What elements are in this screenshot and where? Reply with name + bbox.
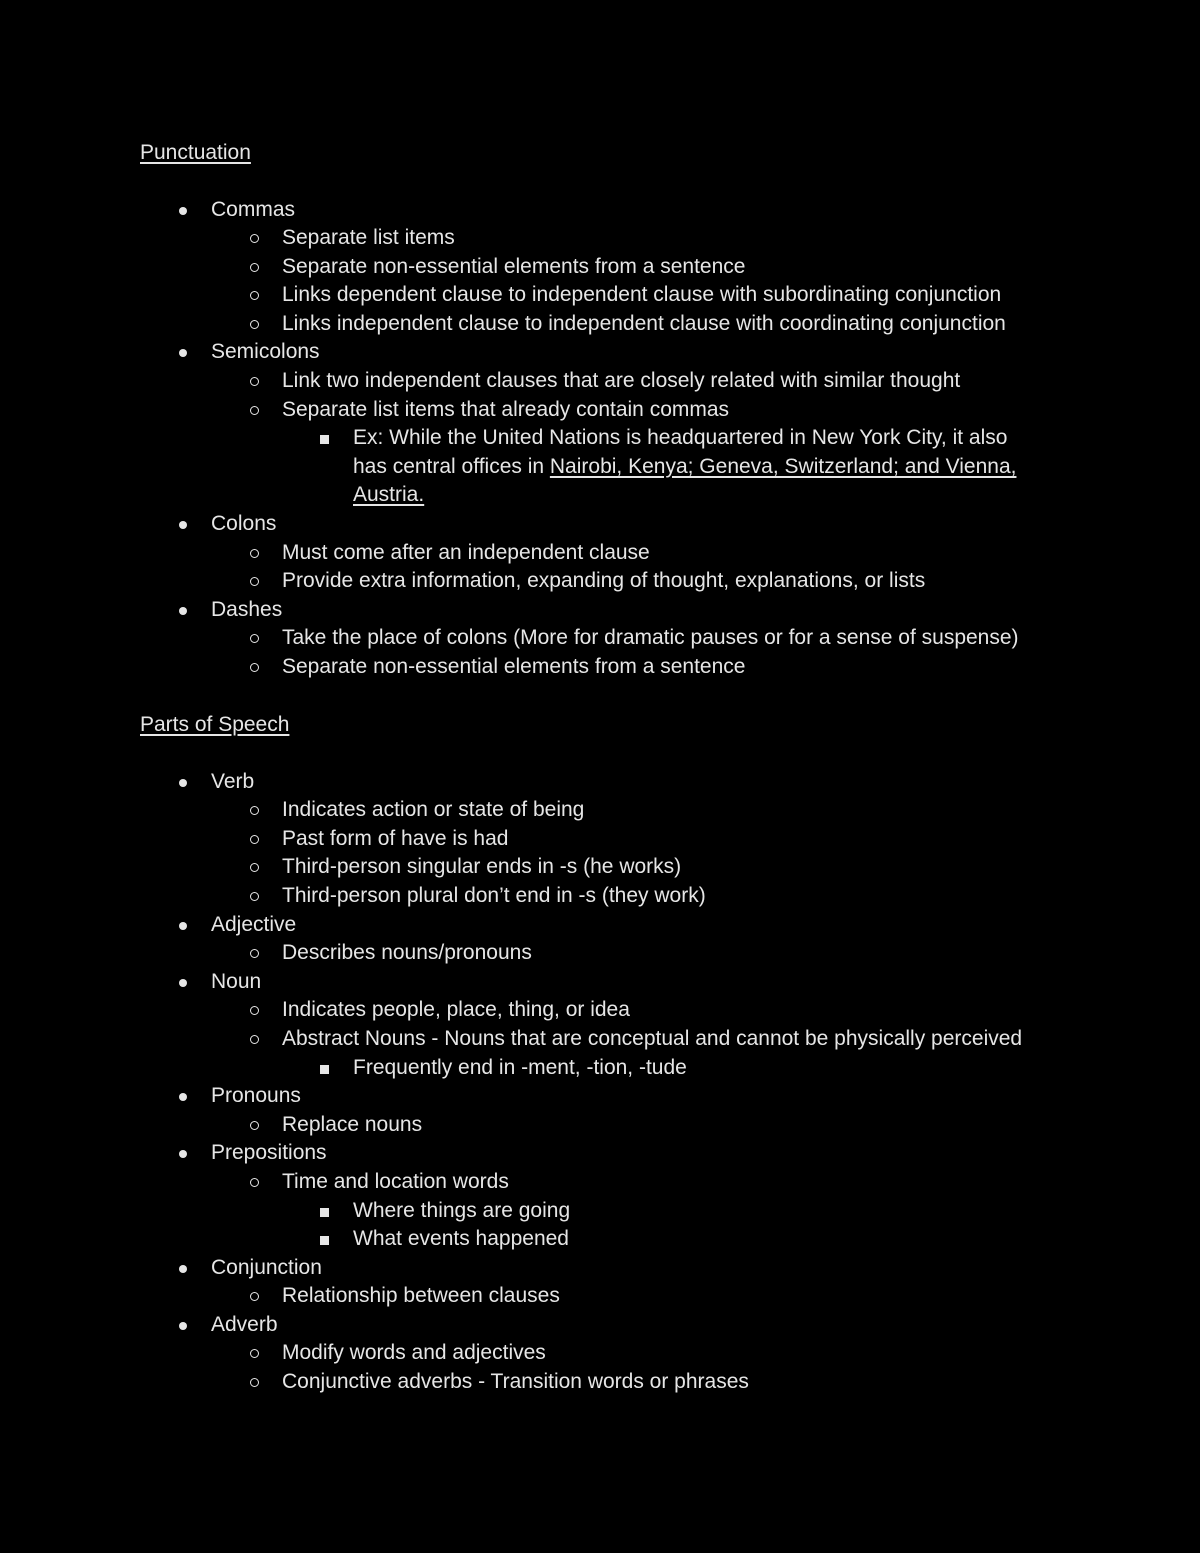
list-item-label: Noun <box>211 969 262 993</box>
parts-of-speech-list <box>140 768 1060 1397</box>
list-item: Frequently end in -ment, -tion, -tude <box>282 1054 1060 1083</box>
list-item: Take the place of colons (More for dramatic pauses or for a sense of suspense) <box>211 624 1060 653</box>
square-bullet-icon <box>320 1236 329 1245</box>
bullet-icon <box>179 1093 187 1101</box>
list-item-label: Conjunction <box>211 1255 322 1279</box>
hollow-bullet-icon <box>250 863 259 872</box>
list-item-semicolons <box>140 338 1060 510</box>
document <box>140 138 1060 1397</box>
list-item: What events happened <box>282 1225 1060 1254</box>
hollow-bullet-icon <box>250 1178 259 1187</box>
hollow-bullet-icon <box>250 1006 259 1015</box>
list-item: Indicates action or state of being <box>211 796 1060 825</box>
punctuation-heading: Punctuation <box>140 141 251 164</box>
hollow-bullet-icon <box>250 377 259 386</box>
list-item-label: Semicolons <box>211 340 320 364</box>
square-bullet-icon <box>320 1065 329 1074</box>
hollow-bullet-icon <box>250 663 259 672</box>
list-item: Describes nouns/pronouns <box>211 939 1060 968</box>
example-text: Ex: While the United Nations is headquartered in New York City, it also has central offices in <box>353 426 1008 478</box>
list-item: Past form of have is had <box>211 825 1060 854</box>
bullet-icon <box>179 779 187 787</box>
hollow-bullet-icon <box>250 320 259 329</box>
list-item-colons <box>140 510 1060 596</box>
list-item-noun <box>140 968 1060 1082</box>
list-item-label: Prepositions <box>211 1141 327 1165</box>
hollow-bullet-icon <box>250 1035 259 1044</box>
list-item-pronouns <box>140 1082 1060 1139</box>
list-item-dashes <box>140 596 1060 682</box>
hollow-bullet-icon <box>250 549 259 558</box>
bullet-icon <box>179 1150 187 1158</box>
bullet-icon <box>179 1265 187 1273</box>
list-item-label: Verb <box>211 769 255 793</box>
list-item-label: Adjective <box>211 912 297 936</box>
list-item: Links independent clause to independent clause with coordinating conjunction <box>211 310 1060 339</box>
hollow-bullet-icon <box>250 406 259 415</box>
list-item-label: Adverb <box>211 1312 278 1336</box>
list-item: Link two independent clauses that are closely related with similar thought <box>211 367 1060 396</box>
bullet-icon <box>179 979 187 987</box>
hollow-bullet-icon <box>250 263 259 272</box>
list-item-adjective <box>140 911 1060 968</box>
hollow-bullet-icon <box>250 806 259 815</box>
hollow-bullet-icon <box>250 291 259 300</box>
list-item: Replace nouns <box>211 1111 1060 1140</box>
bullet-icon <box>179 207 187 215</box>
square-bullet-icon <box>320 435 329 444</box>
hollow-bullet-icon <box>250 949 259 958</box>
list-item: Separate non-essential elements from a sentence <box>211 653 1060 682</box>
list-item-verb <box>140 768 1060 911</box>
hollow-bullet-icon <box>250 1349 259 1358</box>
example-link[interactable]: Nairobi, Kenya; Geneva, Switzerland; and Vienna, Austria. <box>353 454 1017 507</box>
hollow-bullet-icon <box>250 577 259 586</box>
list-item: Indicates people, place, thing, or idea <box>211 996 1060 1025</box>
square-bullet-icon <box>320 1208 329 1217</box>
hollow-bullet-icon <box>250 1121 259 1130</box>
bullet-icon <box>179 521 187 529</box>
example-item <box>282 424 1060 510</box>
bullet-icon <box>179 607 187 615</box>
list-item: Separate list items <box>211 224 1060 253</box>
hollow-bullet-icon <box>250 892 259 901</box>
list-item-commas <box>140 196 1060 339</box>
bullet-icon <box>179 922 187 930</box>
hollow-bullet-icon <box>250 634 259 643</box>
bullet-icon <box>179 349 187 357</box>
list-item-conjunction <box>140 1254 1060 1311</box>
punctuation-list <box>140 196 1060 682</box>
list-item-label: Dashes <box>211 597 283 621</box>
hollow-bullet-icon <box>250 835 259 844</box>
parts-of-speech-heading: Parts of Speech <box>140 713 290 737</box>
list-item-label: Colons <box>211 512 277 536</box>
list-item: Third-person plural don’t end in -s (they work) <box>211 882 1060 911</box>
list-item: Conjunctive adverbs - Transition words or phrases <box>211 1368 1060 1397</box>
list-item: Where things are going <box>282 1197 1060 1226</box>
hollow-bullet-icon <box>250 1378 259 1387</box>
list-item: Abstract Nouns - Nouns that are conceptual and cannot be physically perceived Frequently end in -ment, -tion, -tude <box>211 1025 1060 1082</box>
list-item: Must come after an independent clause <box>211 539 1060 568</box>
bullet-icon <box>179 1322 187 1330</box>
list-item-label: Pronouns <box>211 1084 301 1108</box>
list-item: Separate non-essential elements from a sentence <box>211 253 1060 282</box>
list-item: Time and location words Where things are going What events happened <box>211 1168 1060 1254</box>
list-item: Provide extra information, expanding of thought, explanations, or lists <box>211 567 1060 596</box>
list-item-prepositions <box>140 1139 1060 1253</box>
hollow-bullet-icon <box>250 1292 259 1301</box>
list-item-adverb <box>140 1311 1060 1397</box>
list-item: Separate list items that already contain commas Ex: While the United Nations is headquartered in New York City, it also has central offices in Nairobi, Kenya; Geneva, Switzerland; and Vienna, Austria. <box>211 396 1060 510</box>
hollow-bullet-icon <box>250 234 259 243</box>
list-item: Relationship between clauses <box>211 1282 1060 1311</box>
list-item: Links dependent clause to independent clause with subordinating conjunction <box>211 281 1060 310</box>
list-item-label: Commas <box>211 197 296 221</box>
list-item: Third-person singular ends in -s (he works) <box>211 853 1060 882</box>
list-item: Modify words and adjectives <box>211 1339 1060 1368</box>
